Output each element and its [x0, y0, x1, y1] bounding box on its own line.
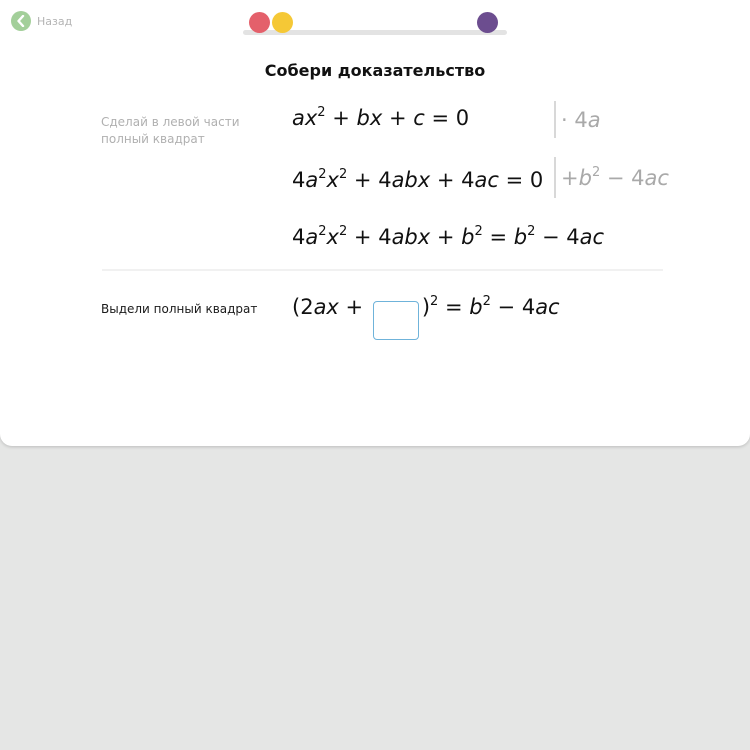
progress-dot-2[interactable] — [272, 12, 293, 33]
progress-dot-3[interactable] — [477, 12, 498, 33]
eq3-term: b — [461, 225, 475, 249]
hint-line-2: полный квадрат — [101, 132, 205, 146]
eq3-op: − 4 — [535, 225, 580, 249]
op2-part: ac — [644, 166, 669, 190]
answer-input[interactable] — [373, 301, 419, 340]
eq4-op: + — [338, 295, 370, 319]
eq4-paren: ) — [421, 295, 431, 319]
eq2-term: x — [326, 168, 339, 192]
eq3-term: b — [513, 225, 528, 249]
eq2-term: ac — [474, 168, 499, 192]
op1-part: · 4 — [561, 108, 588, 132]
step-hint-label — [101, 114, 251, 148]
back-button[interactable] — [11, 11, 72, 31]
eq2-op: + 4 — [347, 168, 392, 192]
operation-2 — [561, 165, 669, 190]
eq2-exp: 2 — [338, 167, 348, 182]
operation-divider — [554, 101, 556, 138]
chevron-left-icon — [11, 11, 31, 31]
eq4-term: ac — [535, 295, 560, 319]
eq4-term: b — [469, 295, 483, 319]
page-title: Собери доказательство — [264, 61, 486, 80]
eq2-op: + 4 — [430, 168, 475, 192]
eq4-op: = — [438, 295, 470, 319]
eq3-op: = — [482, 225, 514, 249]
equation-4 — [292, 294, 560, 340]
eq3-op: + 4 — [347, 225, 392, 249]
eq2-rhs: = 0 — [498, 168, 544, 192]
eq3-term: 4 — [292, 225, 306, 249]
equation-1 — [292, 105, 470, 130]
eq1-term: bx — [356, 106, 383, 130]
eq4-term: (2 — [292, 295, 314, 319]
op2-part: − 4 — [600, 166, 645, 190]
eq2-term: a — [305, 168, 319, 192]
eq4-exp: 2 — [482, 294, 491, 309]
eq3-op: + — [430, 225, 462, 249]
eq3-term: ac — [579, 225, 605, 249]
eq3-exp: 2 — [338, 224, 348, 239]
eq1-rhs: = 0 — [424, 106, 470, 130]
step-label: Выдели полный квадрат — [101, 302, 258, 316]
op2-part: b — [578, 166, 592, 190]
eq4-exp: 2 — [430, 294, 439, 309]
op2-part: + — [561, 166, 579, 190]
eq3-exp: 2 — [318, 224, 327, 239]
eq3-exp: 2 — [527, 224, 536, 239]
progress-dot-1[interactable] — [249, 12, 270, 33]
eq3-term: abx — [391, 225, 431, 249]
eq4-term: ax — [313, 295, 339, 319]
eq3-term: x — [326, 225, 339, 249]
eq1-op: + — [325, 106, 357, 130]
eq1-term: c — [413, 106, 425, 130]
op1-part: a — [587, 108, 601, 132]
back-label: Назад — [37, 14, 73, 28]
eq3-term: a — [305, 225, 319, 249]
section-divider — [102, 269, 663, 271]
operation-divider — [554, 157, 556, 198]
operation-1 — [561, 110, 601, 131]
eq2-term: abx — [391, 168, 431, 192]
hint-line-1: Сделай в левой части — [101, 115, 240, 129]
eq4-op: − 4 — [490, 295, 536, 319]
eq2-term: 4 — [292, 168, 306, 192]
eq1-term: ax — [292, 106, 318, 130]
eq1-exp: 2 — [317, 105, 326, 120]
op2-exp: 2 — [591, 165, 601, 180]
equation-2 — [292, 167, 544, 192]
eq3-exp: 2 — [474, 224, 483, 239]
equation-3 — [292, 224, 605, 249]
eq2-exp: 2 — [318, 167, 327, 182]
eq1-op: + — [382, 106, 414, 130]
